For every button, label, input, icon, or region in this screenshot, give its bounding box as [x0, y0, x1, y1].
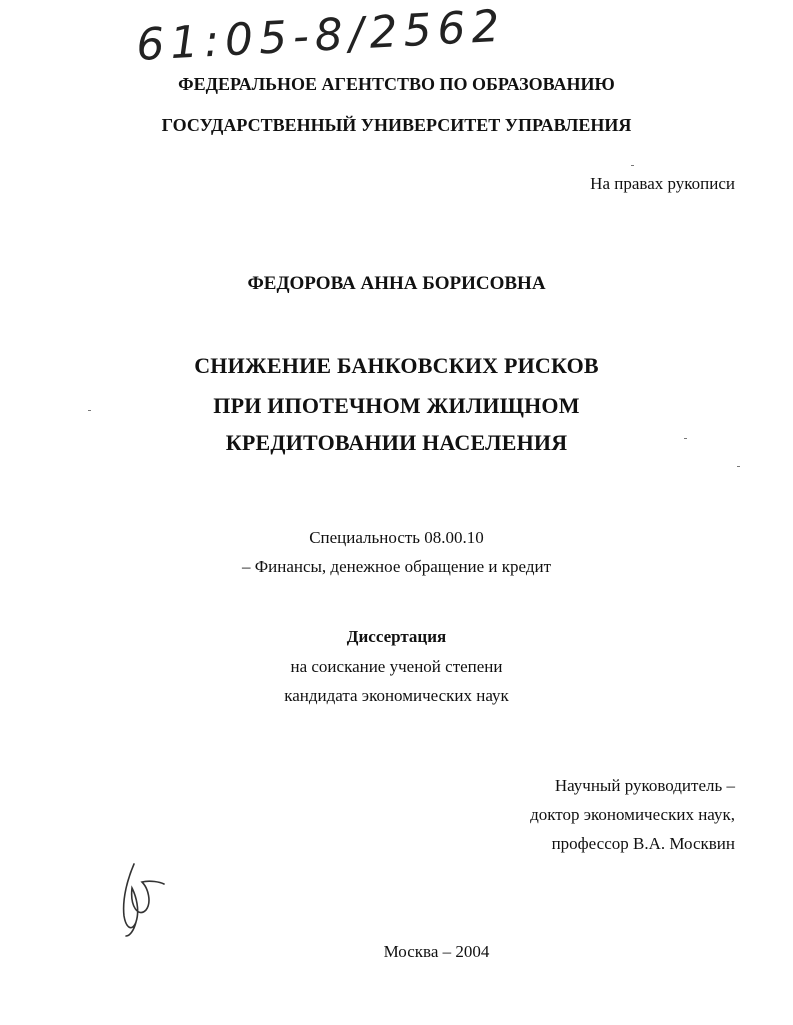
- degree-heading: Диссертация: [346, 627, 447, 646]
- scan-speck: [684, 438, 687, 439]
- city-year: Москва – 2004: [383, 942, 490, 961]
- agency-heading: ФЕДЕРАЛЬНОЕ АГЕНТСТВО ПО ОБРАЗОВАНИЮ: [178, 74, 615, 94]
- specialty-name: – Финансы, денежное обращение и кредит: [241, 557, 552, 576]
- dissertation-title-line-3: КРЕДИТОВАНИИ НАСЕЛЕНИЯ: [225, 430, 568, 455]
- specialty-code: Специальность 08.00.10: [309, 528, 484, 547]
- dissertation-title-line-1: СНИЖЕНИЕ БАНКОВСКИХ РИСКОВ: [194, 353, 599, 378]
- dissertation-title-line-2: ПРИ ИПОТЕЧНОМ ЖИЛИЩНОМ: [213, 393, 580, 418]
- handwritten-catalog-number: 61:05-8/2562: [135, 0, 507, 71]
- scan-speck: [631, 165, 634, 166]
- supervisor-line-1: Научный руководитель –: [554, 776, 735, 795]
- supervisor-line-3: профессор В.А. Москвин: [551, 834, 735, 853]
- degree-line-1: на соискание ученой степени: [290, 657, 503, 676]
- degree-line-2: кандидата экономических наук: [284, 686, 509, 705]
- university-heading: ГОСУДАРСТВЕННЫЙ УНИВЕРСИТЕТ УПРАВЛЕНИЯ: [161, 115, 632, 135]
- scan-speck: [737, 466, 740, 467]
- manuscript-note: На правах рукописи: [590, 174, 735, 193]
- author-name: ФЕДОРОВА АННА БОРИСОВНА: [247, 273, 546, 294]
- supervisor-line-2: доктор экономических наук,: [530, 805, 735, 824]
- scan-speck: [88, 410, 91, 411]
- signature-mark: [112, 858, 172, 938]
